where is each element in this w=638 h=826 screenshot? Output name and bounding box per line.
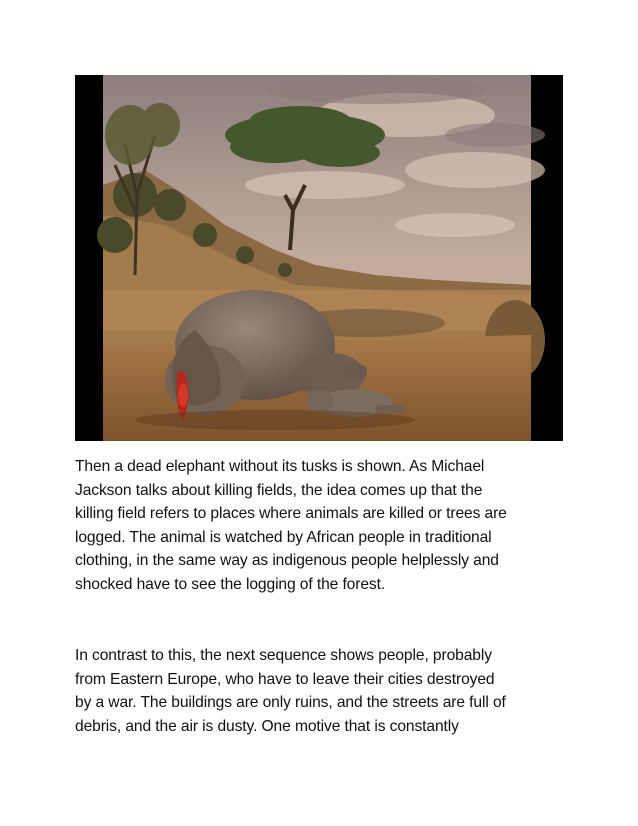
- text-line: logged. The animal is watched by African people in traditional: [75, 528, 492, 546]
- text-line: debris, and the air is dusty. One motive that is constantly: [75, 717, 459, 735]
- text-line: Jackson talks about killing fields, the idea comes up that the: [75, 481, 483, 499]
- text-line: shocked have to see the logging of the forest.: [75, 575, 386, 593]
- text-line: from Eastern Europe, who have to leave their cities destroyed: [75, 670, 495, 688]
- paragraph-war-sequence: [75, 644, 567, 738]
- paragraph-elephant: [75, 455, 567, 597]
- dead-elephant-photo: [75, 75, 563, 441]
- text-line: clothing, in the same way as indigenous people helplessly and: [75, 552, 499, 570]
- text-line: by a war. The buildings are only ruins, and the streets are full of: [75, 694, 506, 712]
- text-line: In contrast to this, the next sequence shows people, probably: [75, 647, 492, 664]
- text-line: killing field refers to places where animals are killed or trees are: [75, 505, 507, 523]
- text-line: Then a dead elephant without its tusks is shown. As Michael: [75, 458, 485, 475]
